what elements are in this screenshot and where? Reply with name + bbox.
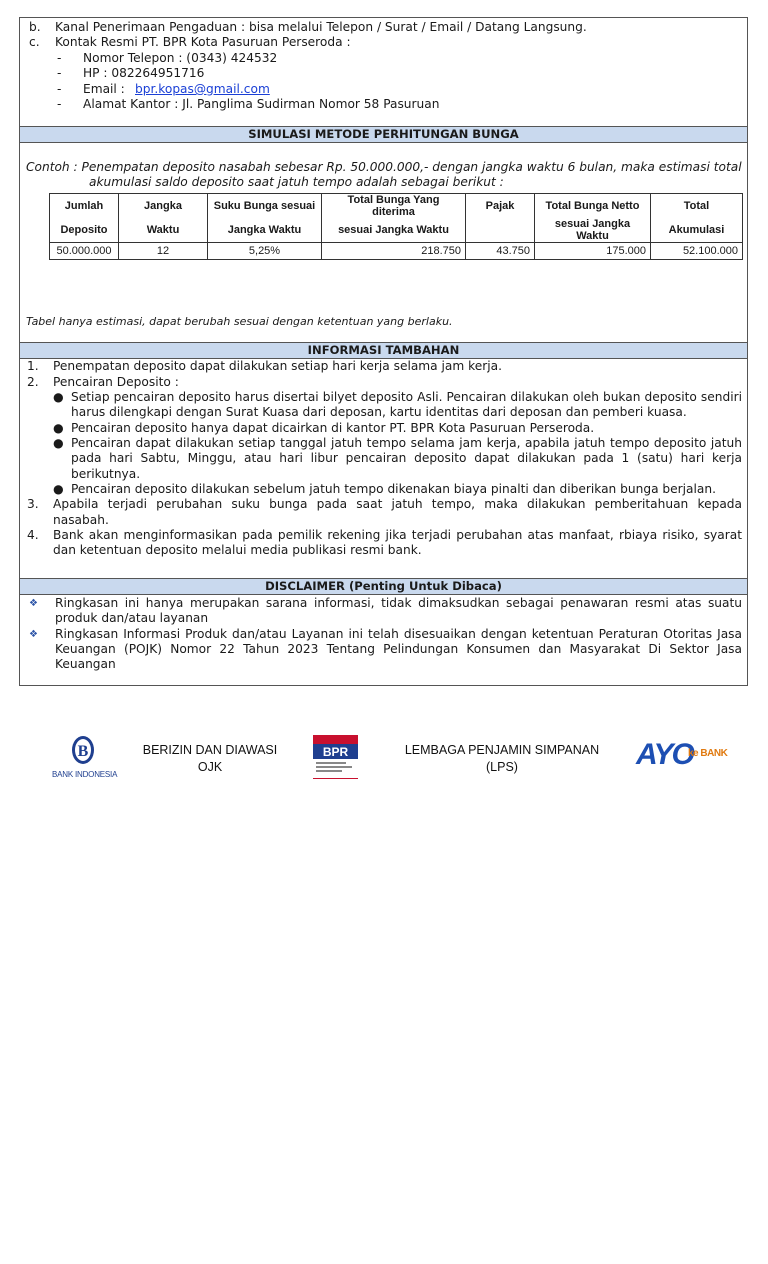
- th-sesuai-jangka: sesuai Jangka Waktu: [322, 218, 466, 243]
- info-item-1: Penempatan deposito dapat dilakukan setiap hari kerja selama jam kerja.: [53, 359, 502, 373]
- lps-line2: (LPS): [486, 760, 518, 774]
- contact-hp: HP : 082264951716: [83, 66, 205, 80]
- disclaimer-2-line1: Ringkasan Informasi Produk dan/atau Layanan ini telah disesuaikan dengan ketentuan Peraturan Otoritas Jasa: [55, 627, 742, 641]
- simulation-table: [49, 193, 743, 260]
- item-c-marker: c.: [29, 35, 40, 49]
- info-bullet-3-line2: pada hari Sabtu, Minggu, atau hari libur pencairan deposito dapat dilakukan pada 1 (satu) hari kerja: [71, 451, 742, 465]
- item-b-marker: b.: [29, 20, 41, 34]
- info-heading: INFORMASI TAMBAHAN: [20, 342, 747, 359]
- item-3-marker: 3.: [27, 497, 39, 511]
- th-empty: [466, 218, 535, 243]
- bank-indonesia-emblem-icon: [52, 735, 114, 767]
- bpr-logo-text: BPR: [322, 745, 349, 759]
- bank-indonesia-logo: [52, 735, 118, 779]
- contact-email-label: Email :: [83, 82, 125, 96]
- item-2-marker: 2.: [27, 375, 39, 389]
- table-header-row: [50, 194, 743, 219]
- th-total: Total: [651, 194, 743, 219]
- info-bullet-3-line1: Pencairan dapat dilakukan setiap tanggal jatuh tempo selama jam kerja, apabila jatuh tempo deposito jatuh: [71, 436, 742, 450]
- th-jumlah: Jumlah: [50, 194, 119, 219]
- disclaimer-2-line3: Keuangan: [55, 657, 116, 671]
- dash-bullet: -: [57, 51, 62, 65]
- item-4-marker: 4.: [27, 528, 39, 542]
- dash-bullet: -: [57, 82, 62, 96]
- cell-suku-bunga: 5,25%: [208, 243, 322, 260]
- diamond-bullet-icon: ❖: [29, 598, 38, 609]
- official-contact-text: Kontak Resmi PT. BPR Kota Pasuruan Perseroda :: [55, 35, 351, 49]
- item-1-marker: 1.: [27, 359, 39, 373]
- lps-line1: LEMBAGA PENJAMIN SIMPANAN: [404, 743, 600, 757]
- cell-total-akumulasi: 52.100.000: [651, 243, 743, 260]
- simulation-note: Tabel hanya estimasi, dapat berubah sesuai dengan ketentuan yang berlaku.: [26, 315, 453, 328]
- ojk-line2: OJK: [197, 760, 223, 774]
- disclaimer-1-line2: produk dan/atau layanan: [55, 611, 209, 625]
- th-bunga-netto: Total Bunga Netto: [535, 194, 651, 219]
- th-jangka: Jangka: [119, 194, 208, 219]
- info-bullet-3-line3: berikutnya.: [71, 467, 141, 481]
- ayo-ke-bank-logo: [636, 737, 728, 775]
- th-suku-bunga: Suku Bunga sesuai: [208, 194, 322, 219]
- bpr-logo-icon: [313, 735, 358, 785]
- th-total-bunga: Total Bunga Yang diterima: [322, 194, 466, 219]
- th-jangka-waktu: Jangka Waktu: [208, 218, 322, 243]
- th-pajak: Pajak: [466, 194, 535, 219]
- ojk-text: [140, 742, 280, 776]
- cell-bunga-netto: 175.000: [535, 243, 651, 260]
- th-sesuai-jangka-netto: sesuai Jangka Waktu: [535, 218, 651, 243]
- cell-pajak: 43.750: [466, 243, 535, 260]
- th-deposito: Deposito: [50, 218, 119, 243]
- bullet-dot: ●: [53, 436, 64, 450]
- cell-jumlah-deposito: 50.000.000: [50, 243, 119, 260]
- svg-text:B: B: [77, 743, 89, 760]
- simulation-heading: SIMULASI METODE PERHITUNGAN BUNGA: [20, 126, 747, 143]
- info-item-4-line2: dan ketentuan deposito melalui media publikasi resmi bank.: [53, 543, 422, 557]
- complaint-channel-text: Kanal Penerimaan Pengaduan : bisa melalui Telepon / Surat / Email / Datang Langsung.: [55, 20, 587, 34]
- contact-address: Alamat Kantor : Jl. Panglima Sudirman Nomor 58 Pasuruan: [83, 97, 440, 111]
- bullet-dot: ●: [53, 421, 64, 435]
- contact-phone: Nomor Telepon : (0343) 424532: [83, 51, 278, 65]
- ayo-logo-text: AYO: [636, 738, 693, 771]
- diamond-bullet-icon: ❖: [29, 629, 38, 640]
- table-header-row: [50, 218, 743, 243]
- info-bullet-1-line1: Setiap pencairan deposito harus disertai bilyet deposito Asli. Pencairan dilakukan oleh bukan deposito sendiri: [71, 390, 742, 404]
- ayo-logo-suffix: ke BANK: [688, 748, 728, 759]
- th-waktu: Waktu: [119, 218, 208, 243]
- info-bullet-2: Pencairan deposito hanya dapat dicairkan di kantor PT. BPR Kota Pasuruan Perseroda.: [71, 421, 595, 435]
- contact-email-link[interactable]: bpr.kopas@gmail.com: [135, 82, 270, 96]
- info-item-2: Pencairan Deposito :: [53, 375, 179, 389]
- table-row: [50, 243, 743, 260]
- simulation-example-line2: akumulasi saldo deposito saat jatuh tempo adalah sebagai berikut :: [89, 175, 504, 189]
- bpr-logo: [313, 735, 358, 785]
- cell-jangka-waktu: 12: [119, 243, 208, 260]
- product-summary-box: [19, 17, 748, 686]
- lps-text: [398, 742, 606, 776]
- bullet-dot: ●: [53, 390, 64, 404]
- info-item-3-line1: Apabila terjadi perubahan suku bunga pada saat jatuh tempo, maka dilakukan pemberitahuan kepada: [53, 497, 742, 511]
- ojk-line1: BERIZIN DAN DIAWASI: [142, 743, 278, 757]
- info-item-4-line1: Bank akan menginformasikan pada pemilik rekening jika terjadi perubahan atas manfaat, rbiaya risiko, syarat: [53, 528, 742, 542]
- disclaimer-1-line1: Ringkasan ini hanya merupakan sarana informasi, tidak dimaksudkan sebagai penawaran resmi atas suatu: [55, 596, 742, 610]
- info-bullet-1-line2: harus dilengkapi dengan Surat Kuasa dari deposan, kartu identitas dari deposan dan pemberi kuasa.: [71, 405, 687, 419]
- bi-label: BANK INDONESIA: [52, 770, 118, 779]
- cell-total-bunga: 218.750: [322, 243, 466, 260]
- info-bullet-4: Pencairan deposito dilakukan sebelum jatuh tempo dikenakan biaya pinalti dan diberikan bunga berjalan.: [71, 482, 716, 496]
- disclaimer-heading: DISCLAIMER (Penting Untuk Dibaca): [20, 578, 747, 595]
- info-item-3-line2: nasabah.: [53, 513, 109, 527]
- bullet-dot: ●: [53, 482, 64, 496]
- disclaimer-2-line2: Keuangan (POJK) Nomor 22 Tahun 2023 Tentang Pelindungan Konsumen dan Masyarakat Di Sektor Jasa: [55, 642, 742, 656]
- dash-bullet: -: [57, 66, 62, 80]
- dash-bullet: -: [57, 97, 62, 111]
- simulation-example-line1: Contoh : Penempatan deposito nasabah sebesar Rp. 50.000.000,- dengan jangka waktu 6 bulan, maka estimasi total: [26, 160, 742, 174]
- th-akumulasi: Akumulasi: [651, 218, 743, 243]
